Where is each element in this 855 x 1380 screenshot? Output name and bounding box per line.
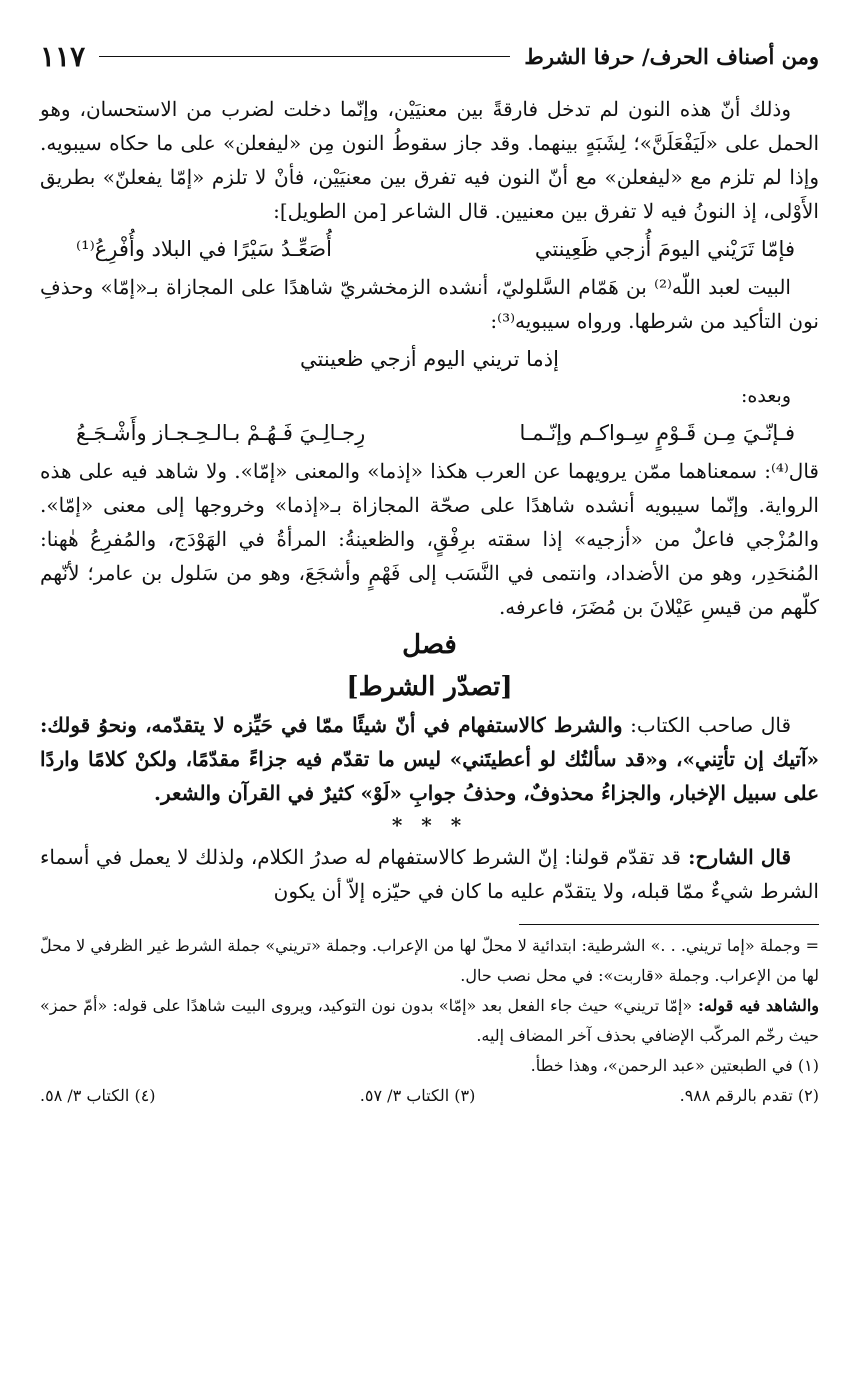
section-subtitle: [تصدّر الشرط] (346, 672, 513, 702)
footnote-3: (٣) الكتاب ٣/ ٥٧. (359, 1086, 476, 1105)
matn-text: والشرط كالاستفهام في أنّ شيئًا ممّا في حَيِّزه لا يتقدّمه، ونحوُ قولك: «آتيك إن تأتِني»، و«قد سألتُك لو أعطيتَني» ليس ما تقدّم فيه جزاءً مقدّمًا، ولكنْ كلامًا واردًا على سبيل الإخبار، والجزاءُ محذوفٌ، وحذفُ جوابِ «لَوْ» كثيرٌ في القرآن والشعر. (40, 713, 819, 805)
footnote-shahid (40, 991, 819, 1051)
footnote-rule (519, 924, 819, 925)
footnotes (40, 931, 819, 1111)
page-header (40, 36, 819, 76)
sharh-text: قد تقدّم قولنا: إنّ الشرط كالاستفهام له صدرُ الكلام، ولذلك لا يعمل في أسماء الشرط شيءٌ ممّا قبله، ولا يتقدّم عليه ما كان في حيّزه إلاّ أن يكون (40, 845, 819, 903)
header-rule (99, 56, 510, 57)
verse-1-first-hemistich: فإمّا تَرَيْني اليومَ أُزجي ظَعِينتي (534, 237, 795, 261)
verse-1 (40, 228, 819, 270)
section-separator: * * * (391, 813, 468, 837)
matn-paragraph (40, 708, 819, 810)
paragraph-1: وذلك أنّ هذه النون لم تدخل فارقةً بين معنيَيْن، وإنّما دخلت لضرب من الاستحسان، وهو الحمل على «لَيَفْعَلَنَّ»؛ لِشَبَهٍ بينهما. وقد جاز سقوطُ النون مِن «ليفعلن» على ما حكاه سيبويه. وإذا لم تلزم مع «ليفعلن» مع أنّ النون فيه تفرق بين معنيَيْن، فأنْ لا تلزم «إمّا يفعلنّ» بطريق الأَوْلى، إذ النونُ فيه لا تفرق بين معنيين. قال الشاعر [من الطويل]: (40, 97, 819, 223)
sharh-paragraph (40, 840, 819, 908)
footnote-continuation: = وجملة «إما تريني. . .» الشرطية: ابتدائية لا محلّ لها من الإعراب. وجملة «تريني» جملة الشرط غير الظرفي لا محلّ لها من الإعراب. وجملة «قاربت»: في محل نصب حال. (40, 936, 819, 985)
footnote-2: (٢) تقدم بالرقم ٩٨٨. (679, 1086, 819, 1105)
running-title: ومن أصناف الحرف/ حرفا الشرط (524, 43, 819, 69)
matn-intro: قال صاحب الكتاب: (622, 713, 792, 737)
paragraph-2: البيت لعبد اللّه⁽²⁾ بن هَمّام السَّلوليّ، أنشده الزمخشريّ شاهدًا على المجازاة بـ«إمّا» وحذفِ نون التأكيد من شرطها. ورواه سيبويه⁽³⁾: (40, 275, 819, 333)
verse-2: إذما تريني اليوم أزجي ظعينتي (300, 347, 559, 371)
footnote-row (40, 1081, 819, 1111)
footnote-4: (٤) الكتاب ٣/ ٥٨. (40, 1086, 156, 1105)
shahid-text: «إمّا تريني» حيث جاء الفعل بعد «إمّا» بدون نون التوكيد، ويروى البيت شاهدًا على قوله: «أمّ حمز» حيث رخّم المركّب الإضافي بحذف آخر المضاف إليه. (40, 996, 819, 1045)
main-text (40, 92, 819, 908)
verse-3-second-hemistich: رِجـالِـيَ فَـهُـمْ بـالـحِـجـاز وأَشْـجَـعُ (76, 421, 366, 445)
verse-1-second-hemistich: أُصَعِّـدُ سَيْرًا في البلاد وأُفْرِعُ⁽¹⁾ (76, 237, 332, 261)
verse-3 (40, 412, 819, 454)
sharh-label: قال الشارح: (680, 845, 792, 869)
footnote-1: (١) في الطبعتين «عبد الرحمن»، وهذا خطأ. (530, 1056, 819, 1075)
section-title: فصل (402, 630, 457, 660)
paragraph-3: قال⁽⁴⁾: سمعناهما ممّن يرويهما عن العرب هكذا «إذما» والمعنى «إمّا». ولا شاهد فيه على هذه الرواية. وإنّما سيبويه أنشده شاهدًا على صحّة المجازاة بـ«إذما» وخروجها إلى معنى «إمّا». والمُزْجي فاعلٌ من «أزجيه» إذا سقته برِفْقٍ، والظعينةُ: المرأةُ في الهَوْدَج، والمُفرِعُ هٰهنا: المُنحَدِر، وهو من الأضداد، وانتمى في النَّسَب إلى فَهْمٍ وأشجَعَ، وهو من سَلول بن عامر؛ لأنّهم كلّهم من قيسِ عَيْلانَ بن مُضَرَ، فاعرفه. (40, 459, 819, 619)
after-label: وبعده: (741, 385, 791, 407)
verse-3-first-hemistich: فـإنّـيَ مِـن قَـوْمٍ سِـواكـم وإنّـمـا (519, 421, 795, 445)
page-number: ١١٧ (40, 39, 86, 73)
shahid-label: والشاهد فيه قوله: (692, 996, 820, 1015)
